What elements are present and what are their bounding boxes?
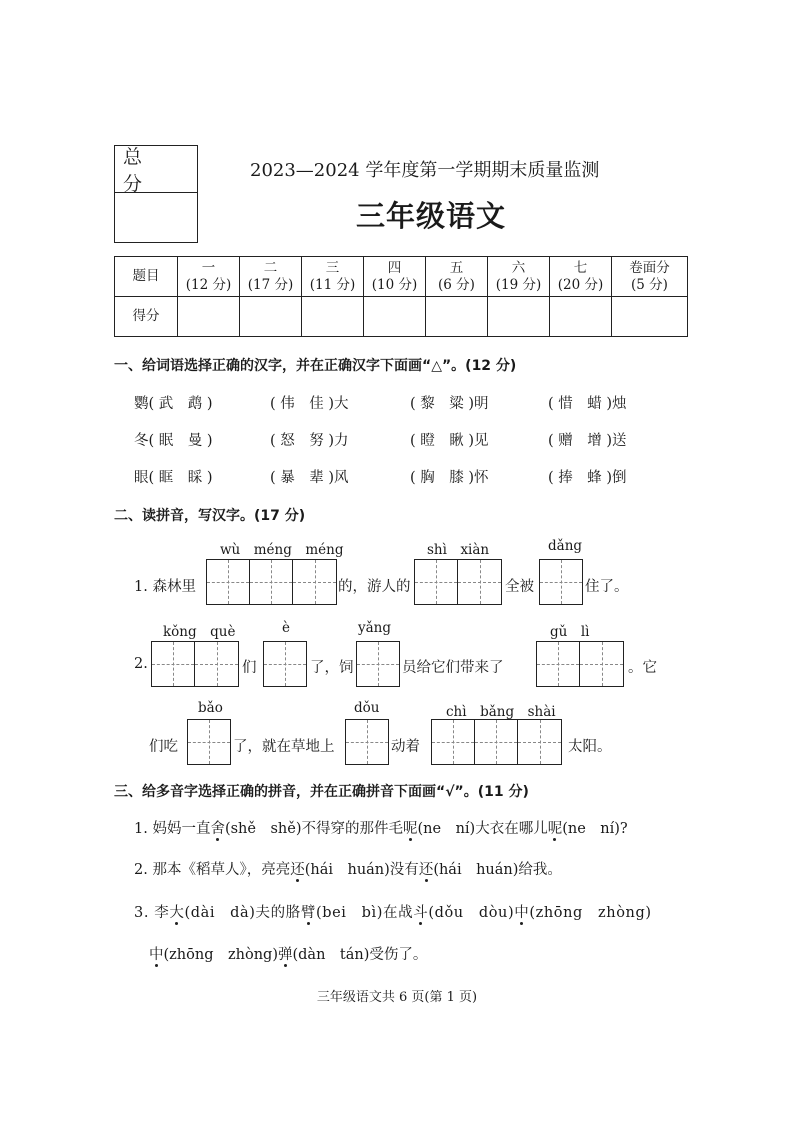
writing-grid[interactable] — [536, 641, 624, 687]
row-label-question: 题目 — [115, 257, 178, 297]
writing-grid[interactable] — [206, 559, 337, 605]
col-header: 四 (10 分) — [364, 257, 426, 297]
writing-grid[interactable] — [151, 641, 239, 687]
writing-grid[interactable] — [356, 641, 400, 687]
score-cell[interactable] — [612, 297, 688, 337]
exam-title: 三年级语文 — [356, 199, 507, 233]
col-header: 二 (17 分) — [240, 257, 302, 297]
sentence-text: 住了。 — [585, 579, 629, 595]
sentence-text: 了，就在草地上 — [233, 739, 335, 755]
pinyin-label: yǎng — [358, 620, 392, 636]
pinyin-label: dǒu — [354, 700, 380, 716]
score-cell[interactable] — [488, 297, 550, 337]
sentence-text: 太阳。 — [568, 739, 612, 755]
sentence-text: 们 — [242, 660, 257, 676]
polyphone-char: 还 — [290, 862, 305, 878]
score-cell[interactable] — [426, 297, 488, 337]
sentence-text: 。它 — [628, 660, 657, 676]
choice-item[interactable]: ( 捧 蜂 )倒 — [548, 470, 627, 486]
choice-item[interactable]: 冬( 眠 曼 ) — [134, 433, 213, 449]
sentence-text: 的，游人的 — [338, 579, 411, 595]
section-3-heading: 三、给多音字选择正确的拼音，并在正确拼音下面画“√”。(11 分) — [114, 784, 529, 800]
pinyin-label: bǎo — [198, 700, 223, 716]
pinyin-label: chì bǎng shài — [446, 704, 556, 720]
choice-item[interactable]: ( 怒 努 )力 — [270, 433, 349, 449]
choice-item[interactable]: ( 黎 粱 )明 — [410, 396, 489, 412]
polyphone-char: 大 — [169, 905, 185, 921]
exam-subtitle: 2023—2024 学年度第一学期期末质量监测 — [250, 160, 600, 181]
sentence-text: 全被 — [505, 579, 534, 595]
polyphone-char: 呢 — [403, 821, 418, 837]
sentence-text: 1. 森林里 — [134, 579, 196, 595]
total-score-box — [114, 145, 198, 243]
score-cell[interactable] — [178, 297, 240, 337]
writing-grid[interactable] — [187, 719, 231, 765]
section-2-heading: 二、读拼音，写汉字。(17 分) — [114, 508, 306, 524]
col-header: 五 (6 分) — [426, 257, 488, 297]
choice-item[interactable]: ( 赠 增 )送 — [548, 433, 627, 449]
choice-item[interactable]: ( 胸 膝 )怀 — [410, 470, 489, 486]
col-header: 三 (11 分) — [302, 257, 364, 297]
pinyin-label: dǎng — [548, 538, 583, 554]
col-header: 七 (20 分) — [550, 257, 612, 297]
choice-item[interactable]: 鹦( 武 鹉 ) — [134, 396, 213, 412]
pinyin-label: è — [282, 620, 290, 636]
choice-item[interactable]: ( 惜 蜡 )烛 — [548, 396, 627, 412]
polyphone-char: 中 — [514, 905, 530, 921]
sentence-text: 员给它们带来了 — [402, 660, 504, 676]
col-header: 卷面分 (5 分) — [612, 257, 688, 297]
writing-grid[interactable] — [539, 559, 583, 605]
question-3-continued: 中(zhōng zhòng)弹(dàn tán)受伤了。 — [149, 947, 428, 963]
col-header: 一 (12 分) — [178, 257, 240, 297]
page-footer: 三年级语文共 6 页(第 1 页) — [316, 990, 478, 1005]
question-2: 2. 那本《稻草人》，亮亮还(hái huán)没有还(hái huán)给我。 — [134, 862, 562, 878]
section-1-heading: 一、给词语选择正确的汉字，并在正确汉字下面画“△”。(12 分) — [114, 358, 517, 374]
score-cell[interactable] — [550, 297, 612, 337]
polyphone-char: 臂 — [300, 905, 316, 921]
writing-grid[interactable] — [345, 719, 389, 765]
writing-grid[interactable] — [263, 641, 307, 687]
polyphone-char: 中 — [149, 947, 164, 963]
score-cell[interactable] — [240, 297, 302, 337]
polyphone-char: 还 — [418, 862, 434, 878]
sentence-text: 2. — [134, 656, 148, 672]
question-1: 1. 妈妈一直舍(shě shě)不得穿的那件毛呢(ne ní)大衣在哪儿呢(ne ní)? — [134, 821, 628, 837]
writing-grid[interactable] — [414, 559, 502, 605]
row-label-score: 得分 — [115, 297, 178, 337]
pinyin-label: gǔ lì — [550, 624, 590, 640]
pinyin-label: shì xiàn — [427, 542, 490, 558]
choice-item[interactable]: 眼( 眶 睬 ) — [134, 470, 213, 486]
sentence-text: 了，饲 — [310, 660, 354, 676]
sentence-text: 们吃 — [149, 739, 178, 755]
polyphone-char: 斗 — [413, 905, 429, 921]
question-3: 3. 李大(dài dà)夫的胳臂(bei bì)在战斗(dǒu dòu)中(zhōng zhòng) — [134, 905, 652, 921]
score-cell[interactable] — [302, 297, 364, 337]
total-score-label: 总 分 — [115, 146, 197, 193]
choice-item[interactable]: ( 伟 佳 )大 — [270, 396, 349, 412]
polyphone-char: 呢 — [547, 821, 563, 837]
choice-item[interactable]: ( 暴 辈 )风 — [270, 470, 349, 486]
score-cell[interactable] — [364, 297, 426, 337]
col-header: 六 (19 分) — [488, 257, 550, 297]
choice-item[interactable]: ( 瞪 瞅 )见 — [410, 433, 489, 449]
sentence-text: 动着 — [391, 739, 420, 755]
score-table — [114, 256, 688, 337]
polyphone-char: 舍 — [210, 821, 225, 837]
polyphone-char: 弹 — [277, 947, 293, 963]
pinyin-label: kǒng què — [163, 624, 236, 640]
writing-grid[interactable] — [431, 719, 562, 765]
pinyin-label: wù méng méng — [220, 542, 344, 558]
